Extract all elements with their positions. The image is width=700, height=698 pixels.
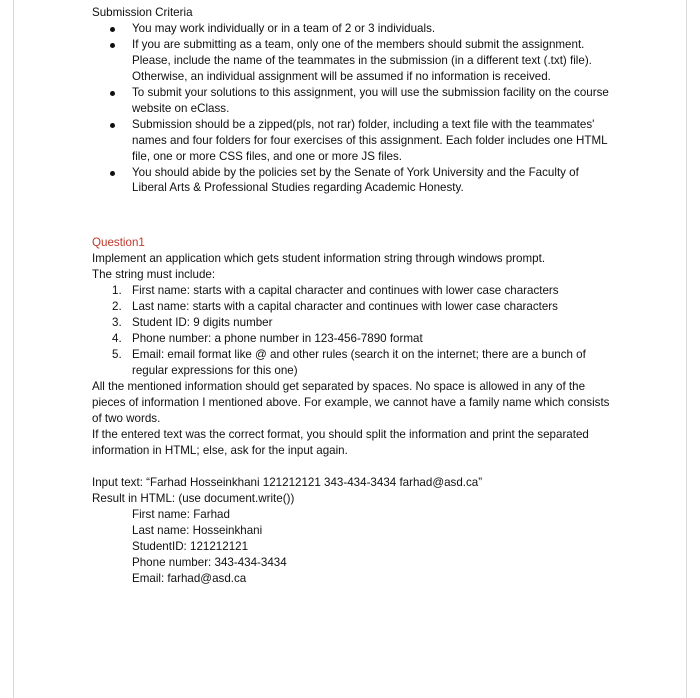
result-line: First name: Farhad bbox=[132, 507, 230, 521]
example-input-text: Input text: “Farhad Hosseinkhani 121212121 343-434-3434 farhad@asd.ca” bbox=[92, 475, 483, 489]
requirement-text: First name: starts with a capital character and continues with lower case characters bbox=[132, 284, 559, 298]
page-right-border bbox=[686, 0, 687, 698]
criteria-item: You may work individually or in a team of 2 or 3 individuals. bbox=[132, 21, 612, 37]
requirement-item bbox=[112, 315, 612, 331]
requirement-number: 3. bbox=[112, 316, 122, 330]
page-left-border bbox=[13, 0, 14, 698]
result-line: Last name: Hosseinkhani bbox=[132, 523, 263, 537]
requirement-number: 1. bbox=[112, 284, 122, 298]
separation-paragraph: All the mentioned information should get separated by spaces. No space is allowed in any of the pieces of information I mentioned above. For example, we cannot have a family name which consists of two words. bbox=[92, 380, 610, 425]
requirement-text: Student ID: 9 digits number bbox=[132, 316, 273, 330]
requirement-text: Email: email format like @ and other rules (search it on the internet; there are a bunch of regular expressions for this one) bbox=[132, 348, 586, 378]
requirement-item bbox=[112, 331, 612, 347]
example-result-label: Result in HTML: (use document.write()) bbox=[92, 491, 295, 505]
requirement-item bbox=[112, 299, 612, 315]
requirement-item bbox=[112, 347, 612, 379]
result-line: Phone number: 343-434-3434 bbox=[132, 555, 287, 569]
criteria-item: To submit your solutions to this assignment, you will use the submission facility on the course website on eClass. bbox=[132, 85, 612, 117]
requirement-text: Last name: starts with a capital character and continues with lower case characters bbox=[132, 300, 558, 314]
requirements-list bbox=[92, 283, 612, 379]
output-paragraph: If the entered text was the correct format, you should split the information and print the separated information in HTML; else, ask for the input again. bbox=[92, 427, 589, 457]
requirement-number: 5. bbox=[112, 348, 122, 362]
document-page bbox=[92, 5, 612, 586]
question-intro-requirements: The string must include: bbox=[92, 268, 216, 282]
requirement-text: Phone number: a phone number in 123-456-7890 format bbox=[132, 332, 423, 346]
criteria-item: You should abide by the policies set by the Senate of York University and the Faculty of Liberal Arts & Professional Studies regarding Academic Honesty. bbox=[132, 165, 612, 197]
submission-criteria-heading: Submission Criteria bbox=[92, 6, 193, 19]
requirement-number: 4. bbox=[112, 332, 122, 346]
example-result-block bbox=[92, 507, 612, 587]
question-title: Question1 bbox=[92, 236, 145, 250]
criteria-item: Submission should be a zipped(pls, not rar) folder, including a text file with the teammates' names and four folders for four exercises of this assignment. Each folder includes one HTML file, one or more CSS files, and one or more JS files. bbox=[132, 117, 612, 165]
criteria-item: If you are submitting as a team, only one of the members should submit the assignment. Please, include the name of the teammates in the submission (in a different text (.txt) file). Otherwise, an individual assignment will be assumed if no information is received. bbox=[132, 37, 612, 85]
result-line: Email: farhad@asd.ca bbox=[132, 571, 247, 585]
requirement-item bbox=[112, 283, 612, 299]
requirement-number: 2. bbox=[112, 300, 122, 314]
submission-criteria-list bbox=[92, 21, 612, 196]
result-line: StudentID: 121212121 bbox=[132, 539, 249, 553]
question-intro: Implement an application which gets student information string through windows prompt. bbox=[92, 252, 546, 266]
